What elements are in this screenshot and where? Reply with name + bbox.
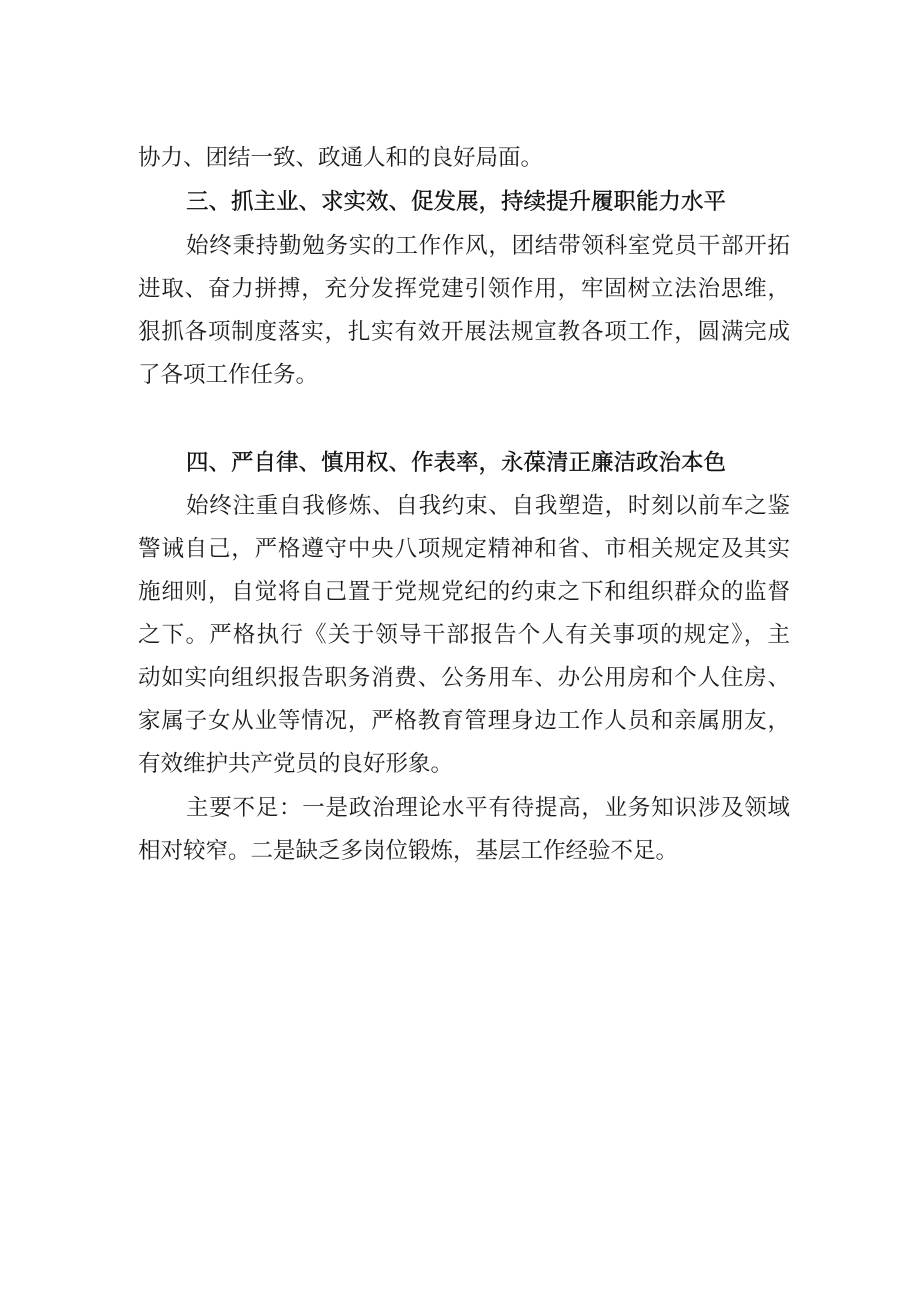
paragraph-line: 进取、奋力拼搏，充分发挥党建引领作用，牢固树立法治思维， (138, 276, 790, 302)
paragraph-line: 动如实向组织报告职务消费、公务用车、办公用房和个人住房、 (138, 665, 790, 691)
paragraph-line: 了各项工作任务。 (138, 362, 319, 388)
paragraph-line: 有效维护共产党员的良好形象。 (138, 751, 454, 777)
paragraph-line: 始终注重自我修炼、自我约束、自我塑造，时刻以前车之鉴 (186, 493, 790, 519)
paragraph-line: 家属子女从业等情况，严格教育管理身边工作人员和亲属朋友， (138, 708, 790, 734)
paragraph-line: 警诫自己，严格遵守中央八项规定精神和省、市相关规定及其实 (138, 536, 790, 562)
paragraph-line: 施细则，自觉将自己置于党规党纪的约束之下和组织群众的监督 (138, 579, 790, 605)
paragraph-line: 始终秉持勤勉务实的工作作风，团结带领科室党员干部开拓 (186, 233, 790, 259)
paragraph-line: 之下。严格执行《关于领导干部报告个人有关事项的规定》，主 (138, 622, 790, 648)
section-heading-3: 三、抓主业、求实效、促发展，持续提升履职能力水平 (186, 189, 727, 215)
paragraph-line: 主要不足：一是政治理论水平有待提高，业务知识涉及领域 (186, 795, 790, 821)
paragraph-line: 协力、团结一致、政通人和的良好局面。 (138, 145, 544, 171)
paragraph-line: 相对较窄。二是缺乏多岗位锻炼，基层工作经验不足。 (138, 838, 679, 864)
paragraph-line: 狠抓各项制度落实，扎实有效开展法规宣教各项工作，圆满完成 (138, 319, 790, 345)
section-heading-4: 四、严自律、慎用权、作表率，永葆清正廉洁政治本色 (186, 450, 727, 476)
